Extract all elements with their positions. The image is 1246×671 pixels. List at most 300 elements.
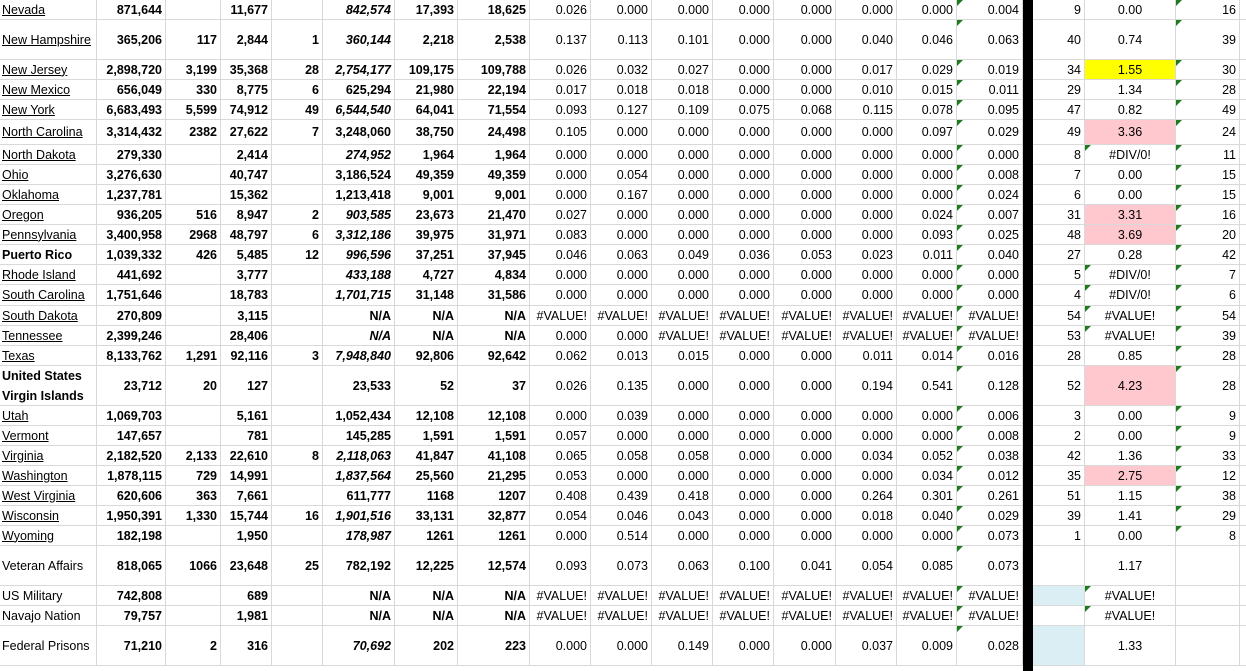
- cell-c1[interactable]: 279,330: [97, 145, 166, 164]
- cell-c13[interactable]: 0.000: [836, 466, 897, 485]
- cell-c11[interactable]: 0.000: [713, 366, 774, 405]
- cell-r3[interactable]: 9: [1176, 426, 1240, 445]
- cell-r2[interactable]: 1.34: [1085, 80, 1176, 99]
- row-label-link[interactable]: West Virginia: [0, 486, 97, 505]
- cell-c4[interactable]: [272, 306, 323, 325]
- cell-c5[interactable]: 1,901,516: [323, 506, 395, 525]
- cell-c7[interactable]: 4,834: [458, 265, 530, 284]
- cell-c14[interactable]: #VALUE!: [897, 306, 957, 325]
- cell-c1[interactable]: 620,606: [97, 486, 166, 505]
- cell-c5[interactable]: 433,188: [323, 265, 395, 284]
- cell-c12[interactable]: 0.000: [774, 486, 836, 505]
- cell-c2[interactable]: [166, 526, 221, 545]
- row-label-link[interactable]: Nevada: [0, 0, 97, 19]
- cell-r1[interactable]: [1033, 546, 1085, 585]
- cell-c12[interactable]: #VALUE!: [774, 306, 836, 325]
- cell-c10[interactable]: 0.000: [652, 526, 713, 545]
- cell-c15[interactable]: 0.011: [957, 80, 1023, 99]
- cell-c6[interactable]: 64,041: [395, 100, 458, 119]
- cell-c1[interactable]: 1,237,781: [97, 185, 166, 204]
- cell-c15[interactable]: 0.261: [957, 486, 1023, 505]
- cell-c7[interactable]: 1,964: [458, 145, 530, 164]
- cell-c1[interactable]: 441,692: [97, 265, 166, 284]
- cell-c4[interactable]: 1: [272, 20, 323, 59]
- cell-c10[interactable]: #VALUE!: [652, 306, 713, 325]
- cell-c7[interactable]: N/A: [458, 586, 530, 605]
- cell-c15[interactable]: 0.000: [957, 145, 1023, 164]
- cell-c13[interactable]: 0.034: [836, 446, 897, 465]
- row-label-link[interactable]: Vermont: [0, 426, 97, 445]
- cell-c2[interactable]: [166, 285, 221, 305]
- cell-c14[interactable]: 0.009: [897, 626, 957, 665]
- cell-c4[interactable]: [272, 366, 323, 405]
- cell-c5[interactable]: 1,052,434: [323, 406, 395, 425]
- cell-c15[interactable]: 0.073: [957, 546, 1023, 585]
- cell-c3[interactable]: 7,661: [221, 486, 272, 505]
- cell-c14[interactable]: 0.000: [897, 285, 957, 305]
- cell-c6[interactable]: 1168: [395, 486, 458, 505]
- cell-c15[interactable]: 0.000: [957, 265, 1023, 284]
- cell-c15[interactable]: 0.029: [957, 120, 1023, 144]
- row-label-link[interactable]: New Jersey: [0, 60, 97, 79]
- cell-c6[interactable]: 37,251: [395, 245, 458, 264]
- cell-c12[interactable]: 0.000: [774, 406, 836, 425]
- cell-r1[interactable]: 1: [1033, 526, 1085, 545]
- cell-c14[interactable]: 0.011: [897, 245, 957, 264]
- cell-r2[interactable]: 0.85: [1085, 346, 1176, 365]
- cell-c13[interactable]: #VALUE!: [836, 326, 897, 345]
- cell-c5[interactable]: 6,544,540: [323, 100, 395, 119]
- cell-c2[interactable]: 516: [166, 205, 221, 224]
- cell-c3[interactable]: 74,912: [221, 100, 272, 119]
- cell-r2[interactable]: 0.74: [1085, 20, 1176, 59]
- cell-c11[interactable]: 0.000: [713, 60, 774, 79]
- cell-r3[interactable]: 24: [1176, 120, 1240, 144]
- cell-c11[interactable]: 0.000: [713, 205, 774, 224]
- cell-c13[interactable]: 0.017: [836, 60, 897, 79]
- cell-c6[interactable]: 12,108: [395, 406, 458, 425]
- cell-c11[interactable]: 0.000: [713, 20, 774, 59]
- cell-c8[interactable]: 0.054: [530, 506, 591, 525]
- row-label-link[interactable]: North Carolina: [0, 120, 97, 144]
- cell-r1[interactable]: 4: [1033, 285, 1085, 305]
- cell-c15[interactable]: 0.024: [957, 185, 1023, 204]
- cell-c1[interactable]: 182,198: [97, 526, 166, 545]
- cell-c13[interactable]: 0.000: [836, 120, 897, 144]
- cell-r2[interactable]: 3.36: [1085, 120, 1176, 144]
- cell-c4[interactable]: [272, 165, 323, 184]
- cell-c14[interactable]: 0.000: [897, 265, 957, 284]
- cell-c12[interactable]: #VALUE!: [774, 586, 836, 605]
- row-label-link[interactable]: Wisconsin: [0, 506, 97, 525]
- row-label-link[interactable]: Oklahoma: [0, 185, 97, 204]
- cell-c5[interactable]: 145,285: [323, 426, 395, 445]
- cell-c9[interactable]: #VALUE!: [591, 586, 652, 605]
- cell-c9[interactable]: 0.039: [591, 406, 652, 425]
- cell-c3[interactable]: 8,775: [221, 80, 272, 99]
- cell-c2[interactable]: [166, 185, 221, 204]
- cell-c1[interactable]: 2,182,520: [97, 446, 166, 465]
- cell-r1[interactable]: 29: [1033, 80, 1085, 99]
- cell-r3[interactable]: [1176, 586, 1240, 605]
- cell-c15[interactable]: 0.063: [957, 20, 1023, 59]
- cell-c1[interactable]: 1,069,703: [97, 406, 166, 425]
- cell-c7[interactable]: 49,359: [458, 165, 530, 184]
- cell-c15[interactable]: 0.000: [957, 285, 1023, 305]
- cell-c8[interactable]: 0.105: [530, 120, 591, 144]
- row-label-link[interactable]: Oregon: [0, 205, 97, 224]
- cell-c1[interactable]: 2,898,720: [97, 60, 166, 79]
- cell-c1[interactable]: 656,049: [97, 80, 166, 99]
- cell-c4[interactable]: [272, 326, 323, 345]
- cell-c12[interactable]: 0.000: [774, 80, 836, 99]
- cell-c6[interactable]: N/A: [395, 606, 458, 625]
- cell-r1[interactable]: 47: [1033, 100, 1085, 119]
- row-label-link[interactable]: Texas: [0, 346, 97, 365]
- row-label[interactable]: Navajo Nation: [0, 606, 97, 625]
- cell-c2[interactable]: 1,330: [166, 506, 221, 525]
- cell-c15[interactable]: 0.038: [957, 446, 1023, 465]
- cell-c2[interactable]: [166, 326, 221, 345]
- cell-r3[interactable]: 28: [1176, 346, 1240, 365]
- cell-c7[interactable]: 92,642: [458, 346, 530, 365]
- cell-c13[interactable]: 0.000: [836, 185, 897, 204]
- cell-r2[interactable]: 4.23: [1085, 366, 1176, 405]
- cell-c4[interactable]: 49: [272, 100, 323, 119]
- cell-c6[interactable]: 2,218: [395, 20, 458, 59]
- cell-r1[interactable]: 5: [1033, 265, 1085, 284]
- cell-r3[interactable]: 16: [1176, 0, 1240, 19]
- cell-c11[interactable]: 0.000: [713, 506, 774, 525]
- cell-c1[interactable]: 1,950,391: [97, 506, 166, 525]
- cell-r1[interactable]: 31: [1033, 205, 1085, 224]
- cell-c11[interactable]: 0.000: [713, 145, 774, 164]
- cell-c14[interactable]: 0.093: [897, 225, 957, 244]
- cell-r2[interactable]: 3.69: [1085, 225, 1176, 244]
- cell-c4[interactable]: [272, 406, 323, 425]
- cell-c9[interactable]: 0.167: [591, 185, 652, 204]
- cell-c4[interactable]: [272, 285, 323, 305]
- cell-c5[interactable]: 23,533: [323, 366, 395, 405]
- cell-r3[interactable]: 42: [1176, 245, 1240, 264]
- cell-c3[interactable]: 22,610: [221, 446, 272, 465]
- cell-c3[interactable]: 1,950: [221, 526, 272, 545]
- cell-c2[interactable]: 1,291: [166, 346, 221, 365]
- cell-c6[interactable]: 21,980: [395, 80, 458, 99]
- cell-c8[interactable]: 0.000: [530, 326, 591, 345]
- cell-c1[interactable]: 23,712: [97, 366, 166, 405]
- cell-c2[interactable]: 426: [166, 245, 221, 264]
- cell-c1[interactable]: 1,878,115: [97, 466, 166, 485]
- cell-c13[interactable]: 0.194: [836, 366, 897, 405]
- cell-c12[interactable]: 0.000: [774, 20, 836, 59]
- cell-c12[interactable]: 0.000: [774, 265, 836, 284]
- cell-c8[interactable]: 0.026: [530, 60, 591, 79]
- cell-c4[interactable]: 3: [272, 346, 323, 365]
- cell-r1[interactable]: 48: [1033, 225, 1085, 244]
- cell-c1[interactable]: 71,210: [97, 626, 166, 665]
- cell-c9[interactable]: 0.000: [591, 426, 652, 445]
- cell-c3[interactable]: 40,747: [221, 165, 272, 184]
- cell-r1[interactable]: 49: [1033, 120, 1085, 144]
- cell-c11[interactable]: 0.000: [713, 526, 774, 545]
- cell-c3[interactable]: 127: [221, 366, 272, 405]
- cell-c8[interactable]: 0.083: [530, 225, 591, 244]
- cell-c7[interactable]: N/A: [458, 326, 530, 345]
- cell-c13[interactable]: #VALUE!: [836, 586, 897, 605]
- cell-r1[interactable]: [1033, 606, 1085, 625]
- cell-c7[interactable]: 12,574: [458, 546, 530, 585]
- cell-c14[interactable]: 0.046: [897, 20, 957, 59]
- cell-c2[interactable]: [166, 406, 221, 425]
- cell-c6[interactable]: 9,001: [395, 185, 458, 204]
- cell-c10[interactable]: 0.149: [652, 626, 713, 665]
- cell-c4[interactable]: [272, 145, 323, 164]
- cell-r2[interactable]: #VALUE!: [1085, 606, 1176, 625]
- cell-r2[interactable]: 1.15: [1085, 486, 1176, 505]
- cell-c8[interactable]: 0.000: [530, 185, 591, 204]
- cell-r1[interactable]: 27: [1033, 245, 1085, 264]
- cell-c14[interactable]: 0.000: [897, 426, 957, 445]
- cell-r2[interactable]: 0.00: [1085, 426, 1176, 445]
- cell-c5[interactable]: 274,952: [323, 145, 395, 164]
- cell-c13[interactable]: 0.000: [836, 0, 897, 19]
- cell-c10[interactable]: 0.101: [652, 20, 713, 59]
- cell-c4[interactable]: 12: [272, 245, 323, 264]
- cell-c10[interactable]: 0.000: [652, 265, 713, 284]
- cell-c6[interactable]: 202: [395, 626, 458, 665]
- cell-r3[interactable]: 28: [1176, 366, 1240, 405]
- cell-c10[interactable]: 0.000: [652, 406, 713, 425]
- cell-c6[interactable]: N/A: [395, 586, 458, 605]
- cell-r1[interactable]: 8: [1033, 145, 1085, 164]
- cell-c14[interactable]: 0.000: [897, 526, 957, 545]
- cell-c9[interactable]: 0.000: [591, 466, 652, 485]
- cell-c15[interactable]: #VALUE!: [957, 326, 1023, 345]
- cell-c14[interactable]: 0.015: [897, 80, 957, 99]
- cell-r2[interactable]: 0.28: [1085, 245, 1176, 264]
- cell-c13[interactable]: 0.037: [836, 626, 897, 665]
- cell-c10[interactable]: 0.000: [652, 165, 713, 184]
- cell-r1[interactable]: 6: [1033, 185, 1085, 204]
- cell-c15[interactable]: 0.025: [957, 225, 1023, 244]
- cell-c13[interactable]: 0.000: [836, 225, 897, 244]
- cell-c3[interactable]: 1,981: [221, 606, 272, 625]
- cell-c8[interactable]: 0.026: [530, 366, 591, 405]
- cell-c9[interactable]: 0.058: [591, 446, 652, 465]
- cell-c6[interactable]: N/A: [395, 306, 458, 325]
- cell-c7[interactable]: N/A: [458, 606, 530, 625]
- cell-c8[interactable]: 0.000: [530, 626, 591, 665]
- cell-r3[interactable]: 7: [1176, 265, 1240, 284]
- cell-c8[interactable]: 0.000: [530, 265, 591, 284]
- cell-r2[interactable]: #VALUE!: [1085, 306, 1176, 325]
- cell-c6[interactable]: 25,560: [395, 466, 458, 485]
- cell-c6[interactable]: 49,359: [395, 165, 458, 184]
- cell-r1[interactable]: 9: [1033, 0, 1085, 19]
- cell-r3[interactable]: 16: [1176, 205, 1240, 224]
- cell-r3[interactable]: 38: [1176, 486, 1240, 505]
- cell-c11[interactable]: 0.000: [713, 446, 774, 465]
- cell-c3[interactable]: 28,406: [221, 326, 272, 345]
- cell-c12[interactable]: 0.041: [774, 546, 836, 585]
- cell-c2[interactable]: [166, 306, 221, 325]
- cell-c7[interactable]: 109,788: [458, 60, 530, 79]
- cell-c10[interactable]: 0.418: [652, 486, 713, 505]
- cell-c15[interactable]: 0.008: [957, 165, 1023, 184]
- cell-r2[interactable]: 0.82: [1085, 100, 1176, 119]
- cell-c8[interactable]: 0.000: [530, 165, 591, 184]
- cell-c5[interactable]: 178,987: [323, 526, 395, 545]
- cell-c1[interactable]: 818,065: [97, 546, 166, 585]
- cell-c8[interactable]: 0.093: [530, 546, 591, 585]
- cell-r2[interactable]: 1.36: [1085, 446, 1176, 465]
- cell-c3[interactable]: 8,947: [221, 205, 272, 224]
- cell-c10[interactable]: 0.043: [652, 506, 713, 525]
- cell-c1[interactable]: 3,276,630: [97, 165, 166, 184]
- cell-c14[interactable]: #VALUE!: [897, 586, 957, 605]
- cell-c6[interactable]: 92,806: [395, 346, 458, 365]
- cell-r3[interactable]: [1176, 626, 1240, 665]
- cell-c10[interactable]: 0.018: [652, 80, 713, 99]
- cell-c8[interactable]: 0.062: [530, 346, 591, 365]
- cell-r1[interactable]: 3: [1033, 406, 1085, 425]
- cell-c14[interactable]: 0.541: [897, 366, 957, 405]
- row-label[interactable]: Federal Prisons: [0, 626, 97, 665]
- cell-c11[interactable]: 0.000: [713, 346, 774, 365]
- cell-c14[interactable]: 0.000: [897, 185, 957, 204]
- cell-c3[interactable]: 27,622: [221, 120, 272, 144]
- cell-c3[interactable]: 18,783: [221, 285, 272, 305]
- cell-r3[interactable]: 9: [1176, 406, 1240, 425]
- cell-c6[interactable]: 1,591: [395, 426, 458, 445]
- cell-c12[interactable]: 0.000: [774, 626, 836, 665]
- cell-c9[interactable]: 0.013: [591, 346, 652, 365]
- cell-r2[interactable]: #VALUE!: [1085, 586, 1176, 605]
- cell-c9[interactable]: 0.000: [591, 205, 652, 224]
- cell-c1[interactable]: 1,751,646: [97, 285, 166, 305]
- cell-c7[interactable]: 71,554: [458, 100, 530, 119]
- cell-c7[interactable]: 9,001: [458, 185, 530, 204]
- cell-c8[interactable]: 0.026: [530, 0, 591, 19]
- row-label-link[interactable]: Virginia: [0, 446, 97, 465]
- row-label-link[interactable]: New Mexico: [0, 80, 97, 99]
- cell-r1[interactable]: 39: [1033, 506, 1085, 525]
- cell-c6[interactable]: 1,964: [395, 145, 458, 164]
- cell-c1[interactable]: 871,644: [97, 0, 166, 19]
- cell-c8[interactable]: 0.408: [530, 486, 591, 505]
- row-label-link[interactable]: South Carolina: [0, 285, 97, 305]
- cell-c7[interactable]: 223: [458, 626, 530, 665]
- cell-c2[interactable]: 2382: [166, 120, 221, 144]
- cell-c9[interactable]: 0.514: [591, 526, 652, 545]
- cell-r2[interactable]: 1.55: [1085, 60, 1176, 79]
- cell-c9[interactable]: 0.000: [591, 326, 652, 345]
- cell-c6[interactable]: 39,975: [395, 225, 458, 244]
- cell-c8[interactable]: 0.000: [530, 285, 591, 305]
- cell-c2[interactable]: [166, 606, 221, 625]
- cell-c6[interactable]: 41,847: [395, 446, 458, 465]
- cell-c9[interactable]: 0.000: [591, 120, 652, 144]
- row-label-link[interactable]: New York: [0, 100, 97, 119]
- cell-r3[interactable]: 29: [1176, 506, 1240, 525]
- cell-r1[interactable]: 2: [1033, 426, 1085, 445]
- cell-r2[interactable]: 2.75: [1085, 466, 1176, 485]
- cell-c2[interactable]: [166, 426, 221, 445]
- cell-c5[interactable]: 611,777: [323, 486, 395, 505]
- cell-c1[interactable]: 79,757: [97, 606, 166, 625]
- cell-c8[interactable]: 0.093: [530, 100, 591, 119]
- cell-c15[interactable]: 0.040: [957, 245, 1023, 264]
- cell-c12[interactable]: 0.000: [774, 446, 836, 465]
- cell-c4[interactable]: 28: [272, 60, 323, 79]
- cell-c4[interactable]: 6: [272, 225, 323, 244]
- cell-c10[interactable]: 0.049: [652, 245, 713, 264]
- cell-r2[interactable]: 1.41: [1085, 506, 1176, 525]
- row-label[interactable]: US Military: [0, 586, 97, 605]
- cell-c3[interactable]: 92,116: [221, 346, 272, 365]
- cell-r3[interactable]: [1176, 546, 1240, 585]
- cell-c5[interactable]: N/A: [323, 326, 395, 345]
- cell-c9[interactable]: 0.000: [591, 285, 652, 305]
- cell-c11[interactable]: #VALUE!: [713, 306, 774, 325]
- cell-c3[interactable]: 48,797: [221, 225, 272, 244]
- cell-c3[interactable]: 2,414: [221, 145, 272, 164]
- cell-c8[interactable]: #VALUE!: [530, 306, 591, 325]
- cell-c10[interactable]: 0.000: [652, 466, 713, 485]
- cell-c7[interactable]: 21,470: [458, 205, 530, 224]
- cell-c4[interactable]: [272, 265, 323, 284]
- cell-c9[interactable]: 0.073: [591, 546, 652, 585]
- cell-c3[interactable]: 15,362: [221, 185, 272, 204]
- cell-c8[interactable]: 0.017: [530, 80, 591, 99]
- cell-r1[interactable]: 42: [1033, 446, 1085, 465]
- cell-r2[interactable]: 3.31: [1085, 205, 1176, 224]
- cell-r3[interactable]: 49: [1176, 100, 1240, 119]
- cell-c10[interactable]: #VALUE!: [652, 586, 713, 605]
- row-label-link[interactable]: North Dakota: [0, 145, 97, 164]
- cell-c9[interactable]: 0.135: [591, 366, 652, 405]
- cell-c15[interactable]: #VALUE!: [957, 306, 1023, 325]
- cell-c4[interactable]: [272, 486, 323, 505]
- cell-c10[interactable]: 0.015: [652, 346, 713, 365]
- cell-r3[interactable]: 12: [1176, 466, 1240, 485]
- cell-r3[interactable]: 20: [1176, 225, 1240, 244]
- cell-c8[interactable]: #VALUE!: [530, 606, 591, 625]
- cell-c9[interactable]: 0.000: [591, 626, 652, 665]
- cell-c14[interactable]: 0.014: [897, 346, 957, 365]
- row-label-link[interactable]: Tennessee: [0, 326, 97, 345]
- cell-c12[interactable]: 0.068: [774, 100, 836, 119]
- cell-c10[interactable]: #VALUE!: [652, 606, 713, 625]
- cell-r2[interactable]: 0.00: [1085, 165, 1176, 184]
- cell-c9[interactable]: 0.032: [591, 60, 652, 79]
- cell-c11[interactable]: 0.075: [713, 100, 774, 119]
- cell-c14[interactable]: 0.000: [897, 145, 957, 164]
- cell-c3[interactable]: 5,161: [221, 406, 272, 425]
- cell-c13[interactable]: 0.000: [836, 165, 897, 184]
- cell-r1[interactable]: 7: [1033, 165, 1085, 184]
- cell-c2[interactable]: 3,199: [166, 60, 221, 79]
- cell-c2[interactable]: 117: [166, 20, 221, 59]
- cell-c11[interactable]: 0.000: [713, 626, 774, 665]
- cell-c2[interactable]: 5,599: [166, 100, 221, 119]
- cell-c14[interactable]: 0.029: [897, 60, 957, 79]
- cell-c12[interactable]: 0.000: [774, 506, 836, 525]
- cell-c10[interactable]: 0.063: [652, 546, 713, 585]
- cell-c4[interactable]: 16: [272, 506, 323, 525]
- cell-c1[interactable]: 1,039,332: [97, 245, 166, 264]
